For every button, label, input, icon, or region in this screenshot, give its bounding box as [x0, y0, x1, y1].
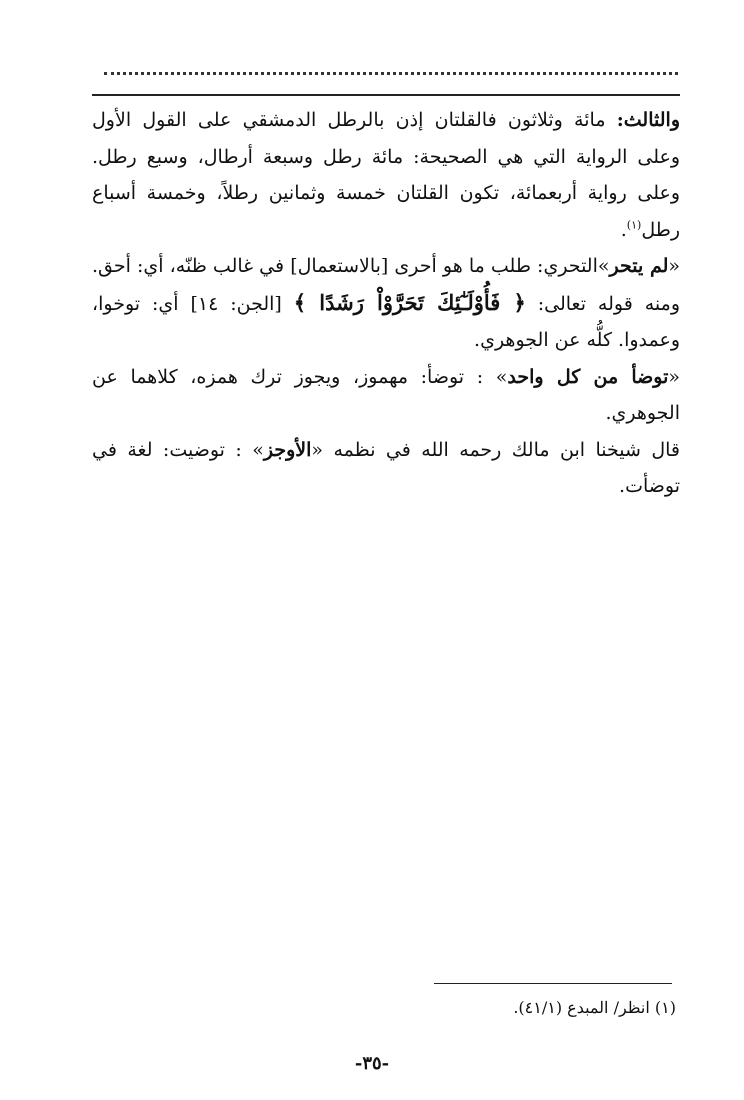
paragraph-tawadda-text: : توضأ: مهموز، ويجوز ترك همزه، كلاهما عن الجوهري. [92, 365, 680, 424]
quran-verse: ﴿ فَأُوْلَـٰٓئِكَ تَحَرَّوْاْ رَشَدًا ﴾ [293, 289, 526, 315]
header-dotted-line [104, 72, 678, 75]
quote-open: « [668, 255, 680, 277]
footnote-reference: (١) [626, 218, 642, 232]
paragraph-tahari [92, 248, 680, 359]
header-rule [92, 94, 680, 96]
paragraph-tawadda [92, 359, 680, 432]
paragraph-third-tail: . [620, 218, 627, 241]
paragraph-third [92, 102, 680, 248]
quote-open: « [311, 438, 324, 461]
term-tawadda: توضأ من كل واحد [507, 365, 669, 388]
term-al-awjaz: الأوجز [263, 438, 312, 461]
quote-open: « [668, 365, 681, 388]
paragraph-ibn-malik-text: قال شيخنا ابن مالك رحمه الله في نظمه [323, 438, 680, 461]
quote-close: » [597, 255, 610, 277]
term-lam-yatahar: لم يتحر [609, 255, 669, 277]
term-third: والثالث: [616, 109, 680, 131]
paragraph-tahari-text-end: [الجن: ١٤] أي: توخوا، وعمدوا. كلُّه عن الجوهري. [92, 292, 680, 351]
page-number: -٣٥- [354, 1053, 390, 1074]
paragraph-ibn-malik-text-end: : توضيت: لغة في توضأت. [92, 438, 680, 497]
paragraph-tahari-text: التحري: طلب ما هو أحرى [بالاستعمال] في غالب ظنّه، أي: أحق. ومنه قوله تعالى: [92, 255, 680, 315]
quote-close: » [252, 438, 264, 461]
paragraph-ibn-malik [92, 432, 680, 505]
main-text [92, 102, 680, 505]
quote-close: » [495, 365, 508, 388]
paragraph-third-text: مائة وثلاثون فالقلتان إذن بالرطل الدمشقي على القول الأول وعلى الرواية التي هي الصحيحة: مائة رطل وسبعة أرطال، وسبع رطل. وعلى رواية أربعمائة، تكون القلتان خمسة وثمانين رطلاً، وخمسة أسباع رطل [92, 109, 680, 241]
footnote: (١) انظر/ المبدع (٤١/١). [513, 998, 676, 1017]
footnote-separator [434, 983, 672, 984]
